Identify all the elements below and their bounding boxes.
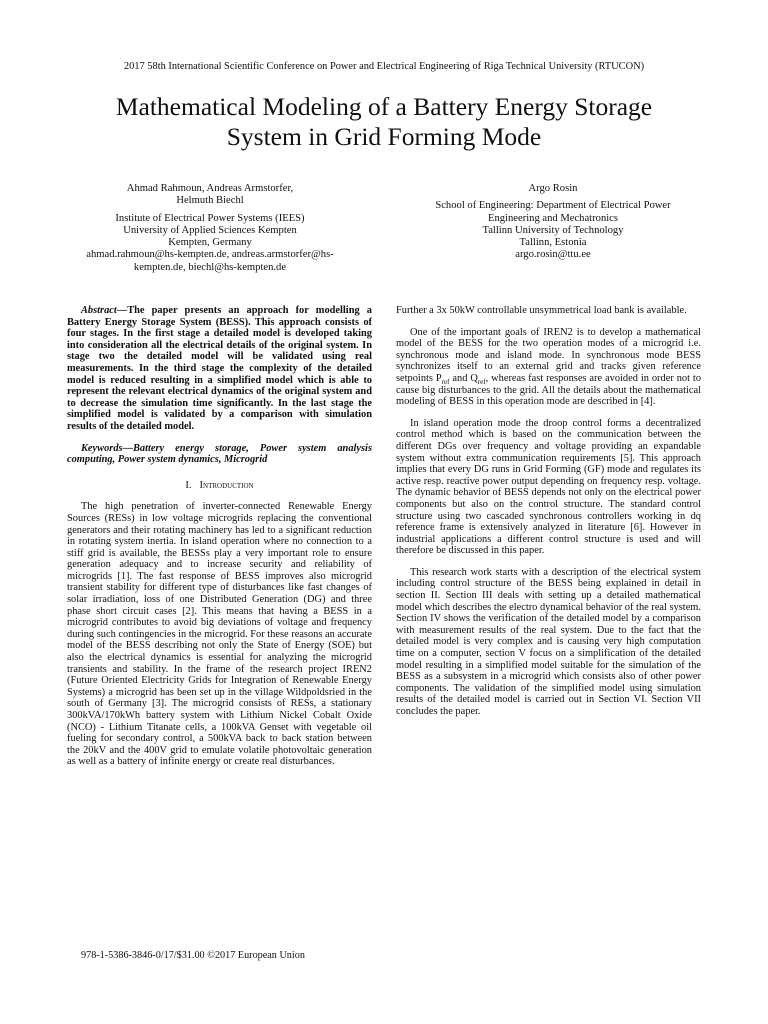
goals-text-part1: One of the important goals of IREN2 is to develop a mathematical model of the BESS for the two operation modes of a microgrid i.e. synchronous mode and island mode. In synchronous mode BESS synchronizes itself to an external grid and tracks given reference setpoints P bbox=[396, 326, 701, 384]
affiliation-line: Tallinn University of Technology bbox=[482, 224, 624, 236]
goals-text-part2: and Q bbox=[449, 372, 478, 384]
conference-header: 2017 58th International Scientific Conference on Power and Electrical Engineering of Riga Technical University (RTUCON) bbox=[123, 61, 645, 72]
email-line: argo.rosin@ttu.ee bbox=[515, 249, 591, 261]
section-title: Introduction bbox=[199, 479, 254, 491]
section-heading-introduction bbox=[67, 480, 372, 492]
keywords-text: —Battery energy storage, Power system analysis computing, Power system dynamics, Microgrid bbox=[67, 442, 372, 466]
goals-paragraph bbox=[396, 327, 701, 408]
abstract-lead: Abstract bbox=[81, 305, 117, 316]
section-number: I. bbox=[185, 479, 192, 491]
email-line: kempten.de, biechl@hs-kempten.de bbox=[133, 261, 287, 273]
keywords-lead: Keywords bbox=[81, 442, 123, 454]
right-column bbox=[396, 305, 701, 728]
intro-paragraph: The high penetration of inverter-connected Renewable Energy Sources (RESs) in low voltage microgrids replacing the conventional generators and their rotating machinery has led to a significant reduction in rotating system inertia. In island operation where no connection to a stiff grid is available, the BESSs play a very important role to ensure generation adequacy and to increase security and reliability of microgrids [1]. The fast response of BESS improves also microgrid transient stability for different type of disturbances like fast changes of solar irradiation, loss of one Distributed Generation (DG) and three phase short circuit cases [2]. This means that having a BESS in a microgrid contributes to avoid big deviations of voltage and frequency during such contingencies in the microgrid. For these reasons an accurate model of the BESS describing not only the State of Energy (SOE) but also the electrical dynamics is essential for analyzing the microgrid transients and stability. In the frame of the research project IREN2 (Future Oriented Electricity Grids for Integration of Renewable Energy Systems) a microgrid has been set up in the village Wildpoldsried in the south of Germany [3]. The microgrid consists of RESs, a stationary 300kVA/170kWh battery system with Lithium Nickel Cobalt Oxide (NCO) - Lithium Titanate cells, a 100kVA Genset with vegetable oil fueling for secondary control, a 500kVA back to back station between the 20kV and the 400V grid to emulate volatile photovoltaic generation as well as a battery of infinite energy or create real disturbances. bbox=[67, 501, 372, 768]
footer-isbn: 978-1-5386-3846-0/17/$31.00 ©2017 European Union bbox=[81, 950, 305, 961]
affiliation-line: Kempten, Germany bbox=[168, 237, 252, 249]
affiliation-line: University of Applied Sciences Kempten bbox=[123, 224, 297, 236]
email-line: ahmad.rahmoun@hs-kempten.de, andreas.armstorfer@hs- bbox=[86, 249, 334, 261]
title-line-2: System in Grid Forming Mode bbox=[226, 122, 542, 151]
goals-text-part3: , whereas fast responses are avoided in order not to cause big disturbances to the grid. All the details about the mathematical modeling of BESS in this operation mode are described in [4]. bbox=[396, 372, 702, 408]
title-line-1: Mathematical Modeling of a Battery Energy Storage bbox=[115, 92, 653, 121]
affiliation-line: Tallinn, Estonia bbox=[519, 237, 587, 249]
abstract bbox=[67, 305, 372, 433]
structure-paragraph: This research work starts with a description of the electrical system including control structure of the BESS being explained in detail in section II. Section III deals with setting up a detailed mathematical model which describes the electro dynamical behavior of the real system. Section IV shows the verification of the detailed model by a comparison with measurement results of the real system. Due to the fact that the detailed model is very complex and is causing very high computation time on a computer, section V focus on a simplification of the detailed model resulting in a simplified model suitable for the simulation of the BESS as a subsystem in a microgrid which consists also of other power components. The validation of the simplified model using simulation results of the detailed model is carried out in Section VI. Section VII concludes the paper. bbox=[396, 566, 701, 717]
abstract-text: —The paper presents an approach for modelling a Battery Energy Storage System (BESS). This approach consists of four stages. In the first stage a detailed model is developed taking into consideration all the electrical details of the original system. In stage two the detailed model will be validated using real measurements. In the third stage the complexity of the detailed model is reduced resulting in a simplified model which is able to represent the relevant electrical dynamics of the original system and to decrease the simulation time significantly. In the last stage the simplified model is validated by a comparison with simulation results of the detailed model. bbox=[67, 305, 372, 432]
paper-title bbox=[40, 92, 728, 152]
p-ref-subscript: ref bbox=[441, 378, 450, 387]
island-operation-paragraph: In island operation mode the droop control forms a decentralized control method which is based on the communication between the different DGs over frequency and voltage providing an expandable system without extra communication requirements [5]. This approach implies that every DG runs in Grid Forming (GF) mode and regulates its active resp. reactive power output depending on frequency resp. voltage. The dynamic behavior of BESS depends not only on the electrical power components but also on the control structure. The standard control structure using two cascaded synchronous controllers working in dq reference frame is extensively analyzed in literature [6]. However in industrial applications a different control structure is used and will therefore be discussed in this paper. bbox=[396, 417, 701, 557]
affiliation-line: Institute of Electrical Power Systems (IEES) bbox=[115, 212, 305, 224]
continuation-paragraph: Further a 3x 50kW controllable unsymmetrical load bank is available. bbox=[396, 305, 687, 316]
author-names-line-2: Helmuth Biechl bbox=[176, 195, 244, 207]
keywords bbox=[67, 443, 372, 466]
left-column bbox=[67, 305, 372, 778]
author-names-left bbox=[60, 183, 360, 208]
author-block-right bbox=[400, 183, 706, 262]
author-names-line-1: Ahmad Rahmoun, Andreas Armstorfer, bbox=[126, 183, 294, 194]
q-ref-subscript: ref bbox=[477, 378, 486, 387]
affiliation-line: Engineering and Mechatronics bbox=[487, 212, 619, 224]
author-block-left bbox=[60, 183, 360, 274]
author-name-right: Argo Rosin bbox=[528, 183, 578, 194]
affiliation-line: School of Engineering: Department of Electrical Power bbox=[435, 200, 671, 212]
